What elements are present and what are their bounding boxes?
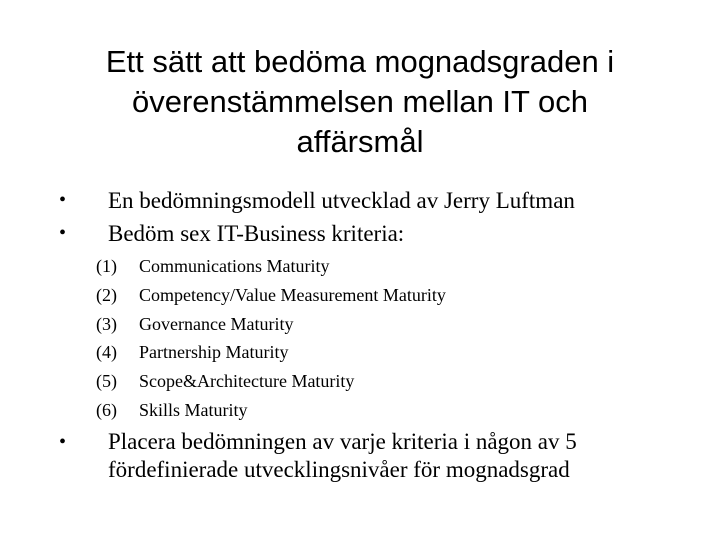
criteria-item (0, 252, 720, 281)
criteria-number: (1) (96, 256, 117, 276)
criteria-number: (5) (96, 371, 117, 392)
criteria-number: (2) (96, 284, 117, 305)
criteria-label: Communications Maturity (139, 256, 330, 276)
slide-title (40, 42, 680, 162)
criteria-item (0, 396, 720, 425)
bullet-text-line: Placera bedömningen av varje kriteria i någon av 5 (108, 429, 577, 454)
criteria-label: Competency/Value Measurement Maturity (139, 284, 446, 305)
criteria-item (0, 310, 720, 339)
criteria-label: Scope&Architecture Maturity (139, 371, 355, 392)
criteria-item (0, 281, 720, 310)
criteria-item (0, 338, 720, 367)
criteria-number: (6) (96, 399, 117, 420)
criteria-label: Skills Maturity (139, 399, 248, 420)
criteria-number: (3) (96, 313, 117, 334)
criteria-list (0, 252, 720, 425)
title-line: överenstämmelsen mellan IT och (131, 84, 589, 119)
title-line: affärsmål (296, 124, 424, 159)
bullet-text (108, 428, 668, 484)
title-line: Ett sätt att bedöma mognadsgraden i (105, 44, 615, 79)
bullet-text: En bedömningsmodell utvecklad av Jerry Luftman (108, 188, 575, 213)
criteria-label: Partnership Maturity (139, 342, 289, 363)
criteria-label: Governance Maturity (139, 313, 294, 334)
bullet-text: Bedöm sex IT-Business kriteria: (108, 221, 405, 246)
criteria-item (0, 367, 720, 396)
bullet-text-line: fördefinierade utvecklingsnivåer för mognadsgrad (108, 457, 570, 482)
bullet-dot-icon: • (59, 189, 67, 211)
criteria-number: (4) (96, 342, 117, 363)
bullet-dot-icon: • (59, 431, 67, 453)
bullet-dot-icon: • (59, 222, 67, 244)
